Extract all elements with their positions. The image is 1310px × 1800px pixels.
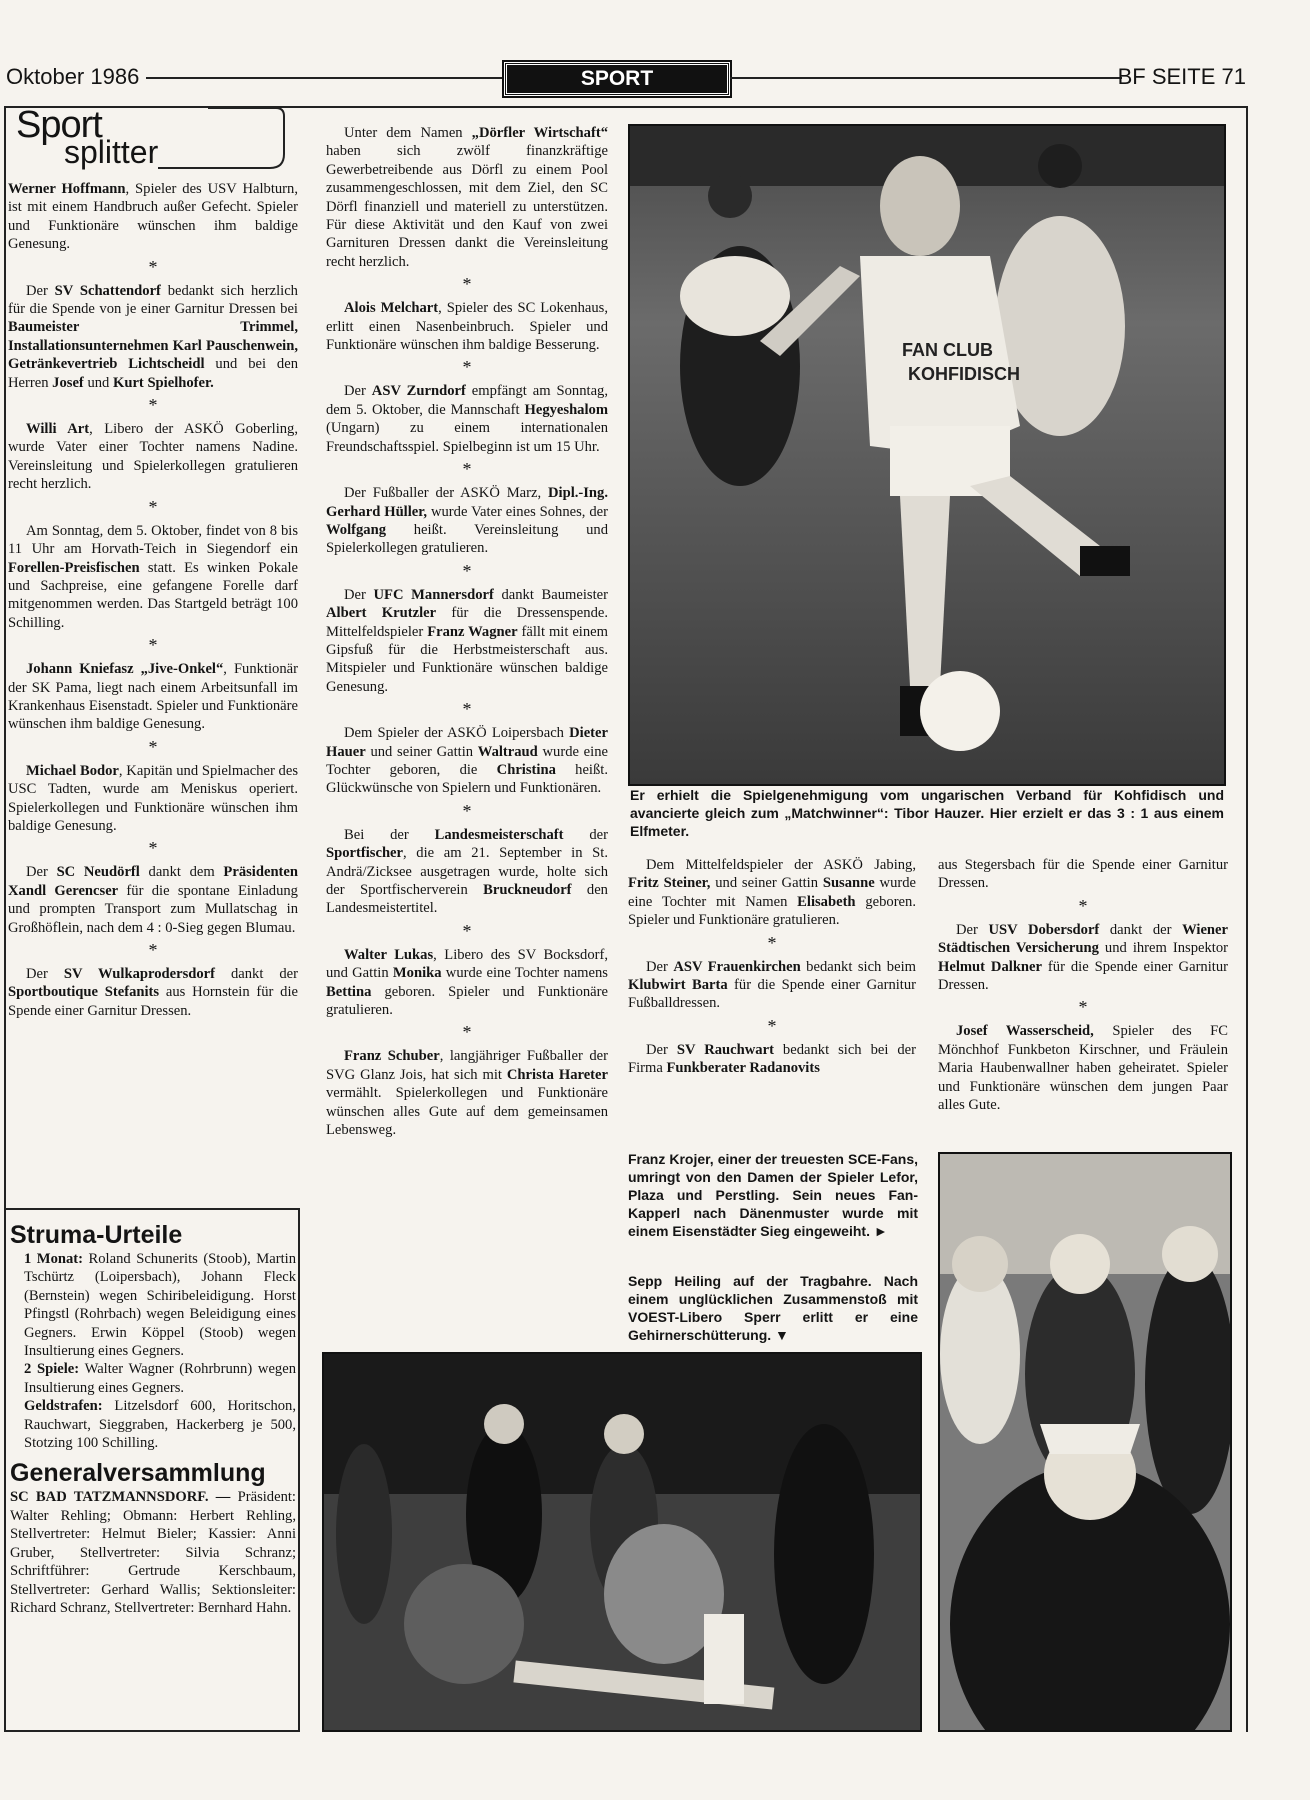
shirt-print: FAN CLUB KOHFIDISCH [902,340,1020,384]
news-item: Michael Bodor, Kapitän und Spielmacher des USC Tadten, wurde am Meniskus operiert. Spielerkollegen und Funktionäre wünschen ihm baldige Genesung. [8,762,298,834]
news-item: Der Fußballer der ASKÖ Marz, Dipl.-Ing. Gerhard Hüller, wurde Vater eines Sohnes, der Wolfgang heißt. Vereinsleitung und Spielerkollegen gratulieren. [326,485,608,557]
photo-footballer-image [630,126,1224,784]
news-item: Der SC Neudörfl dankt dem Präsidenten Xandl Gerencser für die spontane Einladung und prompten Transport zum Mullatschag in Großhöflein, nach dem 4 : 0-Sieg gegen Blumau. [8,864,299,936]
photo-footballer-caption: Er erhielt die Spielgenehmigung vom ungarischen Verband für Kohfidisch und avancierte gleich zum „Matchwinner“: Tibor Hauzer. Hier erzielt er das 3 : 1 aus einem Elfmeter. [630,787,1224,839]
item-separator: * [462,1022,472,1043]
logo-word-splitter: splitter [64,134,159,170]
item-separator: * [148,940,158,960]
photo-stretcher [322,1352,922,1732]
photo-fans [938,1152,1232,1732]
page-header [0,62,1310,92]
stretcher-caption: Sepp Heiling auf der Tragbahre. Nach einem unglücklichen Zusammenstoß mit VOEST-Libero Sperr erlitt er eine Gehirnerschütterung. ▼ [628,1273,918,1343]
section-label: SPORT [504,62,730,96]
item-separator: * [1078,997,1088,1018]
item-separator: * [767,932,777,953]
page-number: BF SEITE 71 [1117,64,1246,89]
item-separator: * [148,736,158,757]
item-separator: * [148,256,158,277]
column-1 [8,180,298,1020]
news-item: Dem Spieler der ASKÖ Loipersbach Dieter Hauer und seiner Gattin Waltraud wurde eine Tochter geboren, die Christina heißt. Glückwünsche von Spielern und Funktionären. [326,725,608,797]
news-item: Der USV Dobersdorf dankt der Wiener Städtischen Versicherung und ihrem Inspektor Helmut Dalkner für die Spende einer Garnitur Dressen. [938,921,1228,994]
column-3 [628,856,916,1078]
news-item: Der UFC Mannersdorf dankt Baumeister Albert Krutzler für die Dressenspende. Mittelfeldspieler Franz Wagner fällt mit einem Gipsfuß für die Herbstmeisterschaft aus. Mitspieler und Funktionäre wünschen baldige Genesung. [326,586,608,695]
news-item: Am Sonntag, dem 5. Oktober, findet von 8 bis 11 Uhr am Horvath-Teich in Siegendorf ein Forellen-Preisfischen statt. Es winken Pokale und Sachpreise, eine gefangene Forelle darf mitgenommen werden. Das Startgeld beträgt 100 Schilling. [8,522,298,631]
news-item: Willi Art, Libero der ASKÖ Goberling, wurde Vater einer Tochter namens Nadine. Vereinsleitung und Spielerkollegen gratulieren recht herzlich. [8,421,298,493]
news-item: Der SV Schattendorf bedankt sich herzlich für die Spende von je einer Garnitur Dressen bei Baumeister Trimmel, Installationsunternehmen Karl Pauschenwein, Getränkevertrieb Lichtscheidl und bei den Herren Josef und Kurt Spielhofer. [8,282,298,391]
item-separator: * [462,274,472,295]
item-separator: * [462,920,472,941]
news-item: aus Stegersbach für die Spende einer Garnitur Dressen. [938,857,1228,892]
column-4 [938,856,1228,1114]
news-item: Alois Melchart, Spieler des SC Lokenhaus, erlitt einen Nasenbeinbruch. Spieler und Funktionäre wünschen ihm baldige Besserung. [326,300,608,354]
news-item: Der ASV Frauenkirchen bedankt sich beim Klubwirt Barta für die Spende einer Garnitur Fußballdressen. [628,958,917,1012]
fans-caption: Franz Krojer, einer der treuesten SCE-Fans, umringt von den Damen der Spieler Lefor, Plaza und Perstling. Sein neues Fan-Kapperl nach Dänenmuster wurde mit einem Eisenstädter Sieg eingeweiht. ► [628,1151,918,1239]
item-separator: * [462,459,472,480]
header-rule-right [730,77,1122,79]
item-separator: * [462,357,472,378]
logo-word-sport: Sport [16,104,102,146]
photo-stretcher-image [324,1354,920,1730]
generalversammlung-title: Generalversammlung [10,1459,266,1488]
struma-body: 1 Monat: Roland Schunerits (Stoob), Martin Tschürtz (Loipersbach), Johann Fleck (Bernstein) wegen Schiribeleidigung. Horst Pfingstl (Rohrbach) wegen Beleidigung eines Gegners. Erwin Köppel (Stoob) wegen Insultierung eines Gegners. 2 Spiele: Walter Wagner (Rohrbrunn) wegen Insultierung eines Gegners. Geldstrafen: Litzelsdorf 600, Horitschon, Rauchwart, Sieggraben, Hackerberg je 500, Stotzing 100 Schilling. [24,1251,296,1452]
logo-bracket [8,106,288,172]
news-item: Der SV Rauchwart bedankt sich bei der Firma Funkberater Radanovits [628,1041,917,1077]
news-item: Franz Schuber, langjähriger Fußballer der SVG Glanz Jois, hat sich mit Christa Hareter vermählt. Spielerkollegen und Funktionäre wünschen alles Gute auf dem gemeinsamen Lebensweg. [326,1048,608,1139]
news-item: Josef Wasserscheid, Spieler des FC Mönchhof Funkbeton Kirschner, und Fräulein Maria Haubenwallner haben geheiratet. Spieler und Funktionäre wünschen dem jungen Paar alles Gute. [938,1023,1228,1114]
item-separator: * [148,635,158,656]
struma-title: Struma-Urteile [10,1221,183,1249]
news-item: Johann Kniefasz „Jive-Onkel“, Funktionär der SK Pama, liegt nach einem Arbeitsunfall im Krankenhaus Eisenstadt. Spieler und Funktionäre wünschen ihm baldige Genesung. [8,661,298,733]
header-rule-left [146,77,502,79]
item-separator: * [148,496,158,517]
item-separator: * [462,560,472,581]
issue-date: Oktober 1986 [6,64,140,89]
photo-fans-image [940,1154,1230,1730]
item-separator: * [462,699,472,720]
news-item: Walter Lukas, Libero des SV Bocksdorf, und Gattin Monika wurde eine Tochter namens Bettina geboren. Spieler und Funktionäre gratulieren. [326,946,608,1019]
news-item: Bei der Landesmeisterschaft der Sportfischer, die am 21. September in St. Andrä/Zicksee ausgetragen wurde, holte sich der Sportfischerverein Bruckneudorf den Landesmeistertitel. [326,826,608,917]
news-item: Unter dem Namen „Dörfler Wirtschaft“ haben sich zwölf finanzkräftige Gewerbetreibende aus Dörfl zu einem Pool zusammengeschlossen, mit dem Ziel, den SC Dörfl finanziell und materiell zu unterstützen. Für diese Aktivität und den Kauf von zwei Garnituren Dressen dankt die Vereinsleitung recht herzlich. [326,125,608,270]
item-separator: * [767,1015,777,1036]
struma-box [6,1208,300,1732]
column-2 [326,124,608,1139]
generalversammlung-body: SC BAD TATZMANNSDORF. — Präsident: Walter Rehling; Obmann: Herbert Rehling, Stellvertreter: Helmut Bieler; Kassier: Anni Gruber, Stellvertreter: Silvia Schranz; Schriftführer: Gertrude Kerschbaum, Stellvertreter: Gerhard Wallis; Sektionsleiter: Richard Schranz, Stellvertreter: Bernhard Hahn. [10,1489,296,1616]
news-item: Dem Mittelfeldspieler der ASKÖ Jabing, Fritz Steiner, und seiner Gattin Susanne wurde eine Tochter mit Namen Elisabeth geboren. Spieler und Funktionäre gratulieren. [628,857,917,929]
news-item: Der ASV Zurndorf empfängt am Sonntag, dem 5. Oktober, die Mannschaft Hegyeshalom (Ungarn) zu einem internationalen Freundschaftsspiel. Spielbeginn ist um 15 Uhr. [326,383,609,455]
photo-footballer [628,124,1226,786]
item-separator: * [1078,895,1088,916]
item-separator: * [148,395,158,416]
item-separator: * [462,800,472,821]
news-item: Werner Hoffmann, Spieler des USV Halbturn, ist mit einem Handbruch außer Gefecht. Spieler und Funktionäre wünschen ihm baldige Genesung. [8,181,298,253]
item-separator: * [148,838,158,859]
news-item: Der SV Wulkaprodersdorf dankt der Sportboutique Stefanits aus Hornstein für die Spende einer Garnitur Dressen. [8,966,298,1019]
